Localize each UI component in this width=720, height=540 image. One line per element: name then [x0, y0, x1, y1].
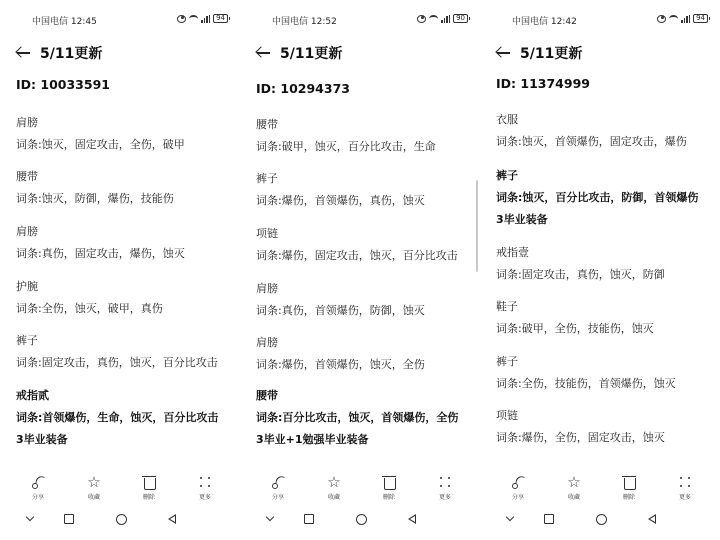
item-name: 项链 — [496, 409, 518, 422]
share-button[interactable] — [260, 474, 296, 501]
screenshot-panel-3 — [480, 0, 720, 540]
page-title: 5/11更新 — [280, 46, 343, 62]
item-name: 鞋子 — [496, 300, 518, 313]
status-bar — [512, 14, 708, 28]
list-item — [256, 282, 472, 318]
screenshot-panel-2 — [240, 0, 480, 540]
list-item-highlight — [496, 169, 712, 227]
chevron-down-icon[interactable] — [506, 513, 514, 521]
item-name: 肩膀 — [16, 116, 38, 129]
bottom-toolbar — [0, 474, 240, 502]
trash-icon — [621, 474, 637, 490]
system-nav-bar — [240, 512, 480, 530]
battery-icon: 94 — [213, 14, 228, 23]
eye-icon — [657, 15, 666, 23]
share-button[interactable] — [500, 474, 536, 501]
back-arrow-icon[interactable] — [256, 47, 270, 59]
item-name: 裤子 — [496, 355, 518, 368]
list-item-highlight — [256, 389, 472, 447]
list-item — [16, 116, 232, 152]
item-name: 项链 — [256, 227, 278, 240]
delete-label: 删除 — [382, 494, 395, 501]
home-circle-icon[interactable] — [116, 514, 127, 525]
star-icon: ☆ — [87, 473, 101, 491]
system-nav-bar — [0, 512, 240, 530]
back-triangle-icon[interactable] — [408, 514, 416, 524]
item-name: 腰带 — [256, 389, 278, 402]
item-affix: 词条:蚀灭，百分比攻击，防御，首领爆伤 — [496, 191, 699, 204]
item-name: 护腕 — [16, 280, 38, 293]
favorite-label: 收藏 — [327, 494, 340, 501]
bottom-toolbar — [480, 474, 720, 502]
list-item — [496, 409, 712, 445]
signal-icon — [201, 15, 210, 23]
bottom-toolbar — [240, 474, 480, 502]
list-item — [496, 113, 712, 149]
favorite-label: 收藏 — [567, 494, 580, 501]
eye-icon — [177, 15, 186, 23]
share-label: 分享 — [31, 494, 44, 501]
item-name: 肩膀 — [256, 282, 278, 295]
item-name: 裤子 — [256, 172, 278, 185]
more-label: 更多 — [438, 494, 451, 501]
screenshot-panel-1 — [0, 0, 240, 540]
delete-button[interactable] — [371, 474, 407, 501]
item-name: 腰带 — [256, 118, 278, 131]
share-button[interactable] — [20, 474, 56, 501]
battery-icon: 90 — [453, 14, 468, 23]
trash-icon — [381, 474, 397, 490]
signal-icon — [681, 15, 690, 23]
item-affix: 词条:首领爆伤，生命，蚀灭，百分比攻击 — [16, 411, 219, 424]
delete-label: 删除 — [142, 494, 155, 501]
item-note: 3毕业装备 — [496, 213, 548, 226]
more-label: 更多 — [198, 494, 211, 501]
record-id: ID: 10033591 — [16, 77, 110, 92]
share-label: 分享 — [511, 494, 524, 501]
home-circle-icon[interactable] — [596, 514, 607, 525]
item-name: 裤子 — [496, 169, 518, 182]
list-item — [496, 246, 712, 282]
favorite-button[interactable] — [76, 474, 112, 501]
more-button[interactable] — [667, 474, 703, 501]
list-item — [256, 118, 472, 154]
item-affix: 词条:爆伤，全伤，固定攻击，蚀灭 — [496, 431, 665, 444]
back-arrow-icon[interactable] — [496, 47, 510, 59]
item-name: 戒指壹 — [496, 246, 529, 259]
list-item — [496, 355, 712, 391]
item-name: 腰带 — [16, 170, 38, 183]
item-name: 肩膀 — [16, 225, 38, 238]
page-header — [256, 42, 342, 64]
favorite-button[interactable] — [556, 474, 592, 501]
carrier-time: 中国电信 12:52 — [272, 17, 337, 27]
share-icon — [30, 474, 46, 490]
back-triangle-icon[interactable] — [648, 514, 656, 524]
item-affix: 词条:全伤，蚀灭，破甲，真伤 — [16, 302, 163, 315]
item-affix: 词条:真伤，首领爆伤，防御，蚀灭 — [256, 304, 425, 317]
more-button[interactable] — [187, 474, 223, 501]
item-affix: 词条:爆伤，首领爆伤，蚀灭，全伤 — [256, 358, 425, 371]
home-circle-icon[interactable] — [356, 514, 367, 525]
chevron-down-icon[interactable] — [266, 513, 274, 521]
list-item — [496, 300, 712, 336]
item-affix: 词条:爆伤，固定攻击，蚀灭，百分比攻击 — [256, 249, 458, 262]
item-name: 戒指贰 — [16, 389, 49, 402]
signal-icon — [441, 15, 450, 23]
list-item-highlight — [16, 389, 232, 447]
list-item — [16, 280, 232, 316]
item-name: 肩膀 — [256, 336, 278, 349]
item-note: 3毕业+1勉强毕业装备 — [256, 433, 369, 446]
item-name: 衣服 — [496, 113, 518, 126]
chevron-down-icon[interactable] — [26, 513, 34, 521]
status-icons — [177, 14, 228, 23]
more-button[interactable] — [427, 474, 463, 501]
item-affix: 词条:破甲，蚀灭，百分比攻击，生命 — [256, 140, 436, 153]
item-affix: 词条:全伤，技能伤，首领爆伤，蚀灭 — [496, 377, 676, 390]
item-affix: 词条:真伤，固定攻击，爆伤，蚀灭 — [16, 247, 185, 260]
list-item — [256, 227, 472, 263]
more-dots-icon — [677, 474, 693, 490]
item-note: 3毕业装备 — [16, 433, 68, 446]
back-triangle-icon[interactable] — [168, 514, 176, 524]
recents-square-icon[interactable] — [544, 514, 554, 524]
item-name: 裤子 — [16, 334, 38, 347]
list-item — [256, 172, 472, 208]
item-affix: 词条:蚀灭，固定攻击，全伤，破甲 — [16, 138, 185, 151]
item-affix: 词条:蚀灭，首领爆伤，固定攻击，爆伤 — [496, 135, 687, 148]
item-affix: 词条:固定攻击，真伤，蚀灭，防御 — [496, 268, 665, 281]
delete-button[interactable] — [131, 474, 167, 501]
wifi-icon — [429, 15, 438, 23]
delete-button[interactable] — [611, 474, 647, 501]
delete-label: 删除 — [622, 494, 635, 501]
more-dots-icon — [437, 474, 453, 490]
share-icon — [270, 474, 286, 490]
item-affix: 词条:百分比攻击，蚀灭，首领爆伤，全伤 — [256, 411, 459, 424]
status-bar — [272, 14, 468, 28]
page-header — [496, 42, 582, 64]
star-icon: ☆ — [327, 473, 341, 491]
carrier-time: 中国电信 12:42 — [512, 17, 577, 27]
back-arrow-icon[interactable] — [16, 47, 30, 59]
system-nav-bar — [480, 512, 720, 530]
page-title: 5/11更新 — [520, 46, 583, 62]
page-title: 5/11更新 — [40, 46, 103, 62]
item-affix: 词条:蚀灭，防御，爆伤，技能伤 — [16, 192, 174, 205]
more-label: 更多 — [678, 494, 691, 501]
wifi-icon — [669, 15, 678, 23]
eye-icon — [417, 15, 426, 23]
share-label: 分享 — [271, 494, 284, 501]
item-affix: 词条:爆伤，首领爆伤，真伤，蚀灭 — [256, 194, 425, 207]
item-affix: 词条:破甲，全伤，技能伤，蚀灭 — [496, 322, 654, 335]
status-icons — [657, 14, 708, 23]
list-item — [16, 170, 232, 206]
favorite-label: 收藏 — [87, 494, 100, 501]
battery-icon: 94 — [693, 14, 708, 23]
more-dots-icon — [197, 474, 213, 490]
recents-square-icon[interactable] — [304, 514, 314, 524]
wifi-icon — [189, 15, 198, 23]
list-item — [256, 336, 472, 372]
share-icon — [510, 474, 526, 490]
favorite-button[interactable] — [316, 474, 352, 501]
record-id: ID: 11374999 — [496, 76, 590, 91]
record-id: ID: 10294373 — [256, 81, 350, 96]
trash-icon — [141, 474, 157, 490]
scrollbar[interactable] — [476, 180, 478, 272]
list-item — [16, 225, 232, 261]
status-icons — [417, 14, 468, 23]
carrier-time: 中国电信 12:45 — [32, 17, 97, 27]
item-affix: 词条:固定攻击，真伤，蚀灭，百分比攻击 — [16, 356, 218, 369]
recents-square-icon[interactable] — [64, 514, 74, 524]
status-bar — [32, 14, 228, 28]
page-header — [16, 42, 102, 64]
star-icon: ☆ — [567, 473, 581, 491]
list-item — [16, 334, 232, 370]
